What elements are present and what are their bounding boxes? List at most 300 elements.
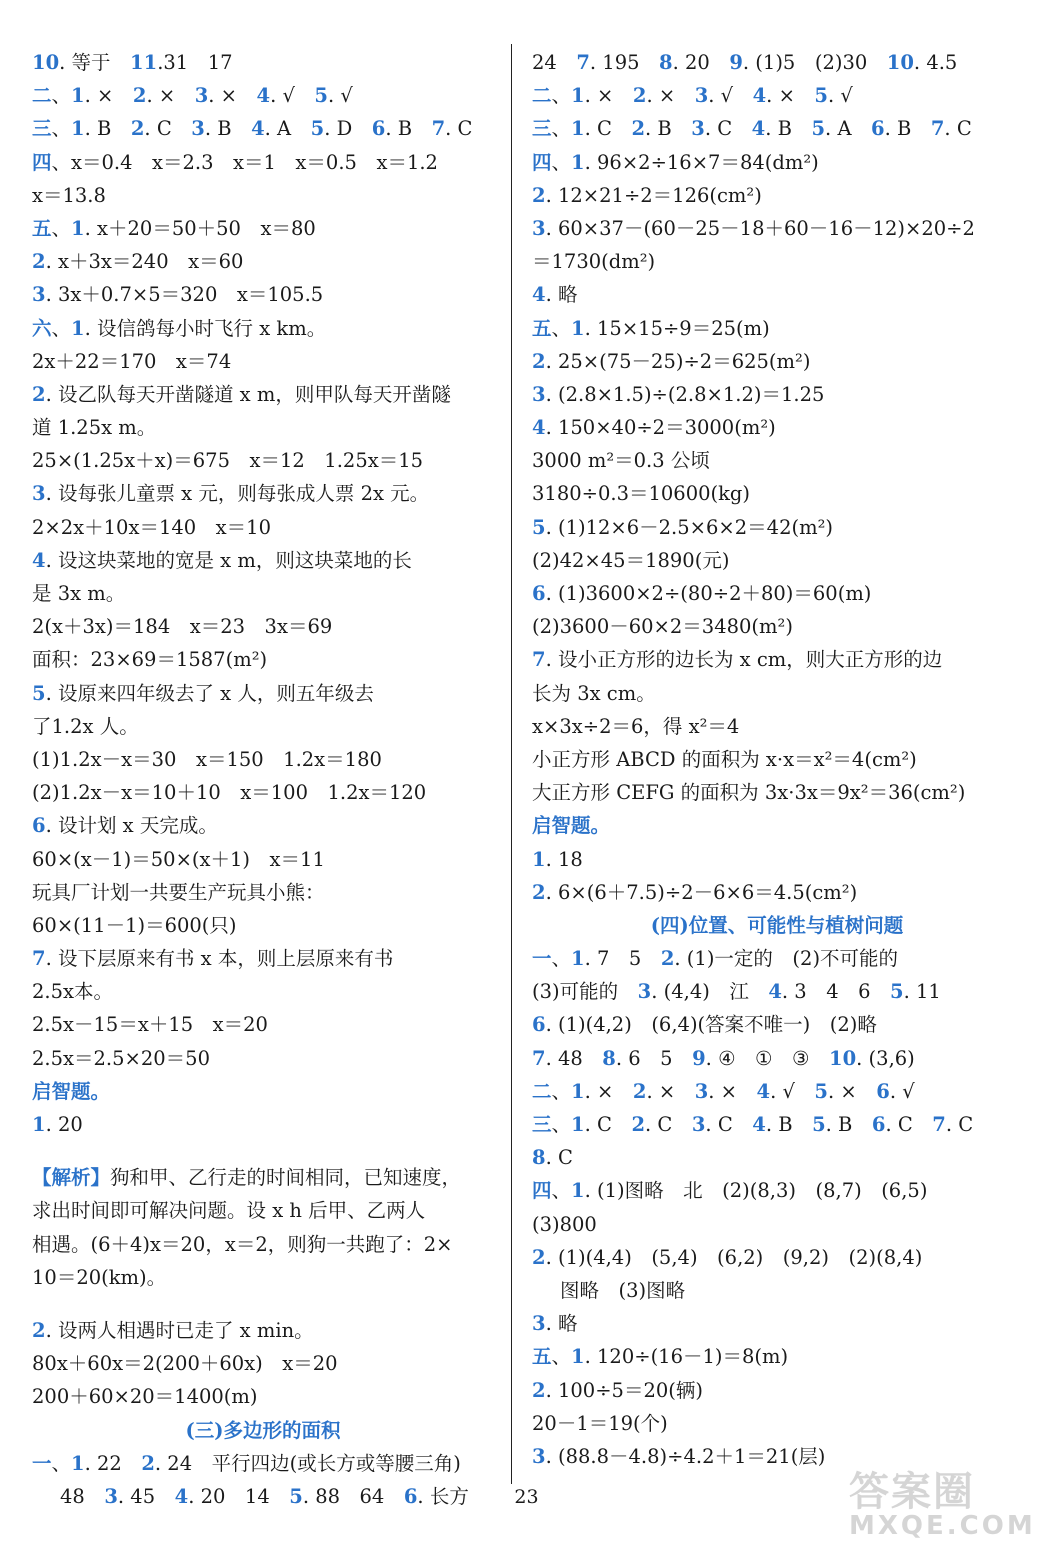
question-number: 启智题。 <box>32 1079 111 1103</box>
question-number: 1 <box>32 1113 46 1136</box>
answer-text: 80x＋60x＝2(200＋60x) x＝20 <box>32 1352 338 1376</box>
question-number: 五 <box>32 216 52 240</box>
right-line <box>532 743 1022 776</box>
left-line <box>32 544 494 577</box>
right-line <box>532 1407 1022 1440</box>
left-line <box>32 477 494 510</box>
left-line <box>32 1380 494 1413</box>
answer-text: 了1.2x 人。 <box>32 714 139 738</box>
question-number: 5 <box>32 681 46 705</box>
question-number: 2 <box>632 1079 647 1103</box>
answer-text: . C <box>705 1113 753 1136</box>
right-line <box>532 809 1022 842</box>
answer-text: . C <box>584 1113 632 1136</box>
answer-text: 200＋60×20＝1400(m) <box>32 1385 258 1409</box>
answer-text: . (88.8－4.8)÷4.2＋1＝21(层) <box>545 1444 826 1468</box>
question-number: 4 <box>32 548 46 572</box>
right-line <box>532 843 1022 876</box>
answer-text: 48 <box>60 1484 105 1508</box>
page-number: 23 <box>514 1486 539 1508</box>
answer-text: . 24 平行四边(或长方或等腰三角) <box>154 1451 461 1475</box>
answer-text: . × <box>84 84 133 108</box>
left-line <box>32 710 494 743</box>
left-line <box>32 1008 494 1041</box>
question-number: 4 <box>256 84 271 108</box>
right-line <box>532 1307 1022 1340</box>
question-number: 2 <box>532 349 546 373</box>
question-number: 2 <box>32 250 46 274</box>
left-line <box>32 876 494 909</box>
left-line <box>32 1108 494 1141</box>
question-number: 1 <box>571 1113 585 1136</box>
answer-text: . B <box>884 117 931 141</box>
answer-text: . C <box>945 1113 974 1136</box>
answer-text: . 6×(6＋7.5)÷2－6×6＝4.5(cm²) <box>545 880 858 904</box>
question-number: 4 <box>751 117 766 141</box>
answer-text: . √ <box>828 84 853 108</box>
left-line <box>32 312 494 345</box>
answer-text: (2)3600－60×2＝3480(m²) <box>532 615 793 639</box>
answer-text: . C <box>645 1113 692 1136</box>
right-line <box>532 876 1022 909</box>
answer-text: . 4.5 <box>913 51 958 74</box>
question-number: 3 <box>694 84 709 108</box>
answer-text: 玩具厂计划一共要生产玩具小熊： <box>32 880 325 904</box>
answer-text: . × <box>766 84 815 108</box>
question-number: 4 <box>768 980 782 1004</box>
answer-text: . (1)图略 北 (2)(8,3) (8,7) (6,5) <box>584 1179 928 1203</box>
left-line <box>32 79 494 112</box>
question-number: 7 <box>32 947 46 971</box>
answer-text: . 略 <box>545 283 578 307</box>
question-number: 7 <box>431 117 446 141</box>
question-number: 8 <box>659 51 673 74</box>
answer-text: . 22 <box>84 1451 142 1475</box>
answer-text: . √ <box>889 1079 915 1103</box>
question-number: 3 <box>532 1444 546 1468</box>
answer-text: . 100÷5＝20(辆) <box>545 1378 703 1402</box>
answer-text: . C <box>445 117 473 141</box>
left-line <box>32 975 494 1008</box>
left-line <box>32 1314 494 1347</box>
answer-text: 2.5x本。 <box>32 980 114 1004</box>
question-number: 6 <box>871 117 885 141</box>
question-number: 2 <box>631 117 646 141</box>
answer-text: . (3,6) <box>856 1046 915 1070</box>
question-number: 6 <box>876 1079 890 1103</box>
answer-text: . 3 4 6 <box>781 980 891 1004</box>
question-number: 4 <box>532 283 546 307</box>
answer-text: 25×(1.25x＋x)＝675 x＝12 1.25x＝15 <box>32 449 424 473</box>
answer-text: . C <box>584 117 632 141</box>
answer-text: . C <box>885 1113 933 1136</box>
right-line <box>532 1141 1022 1174</box>
answer-text: . 长方 <box>417 1484 469 1508</box>
watermark-bottom-text: MXQE.COM <box>849 1511 1036 1541</box>
question-number: 4 <box>251 117 265 141</box>
left-line <box>32 843 494 876</box>
answer-text: (三)多边形的面积 <box>185 1418 341 1442</box>
left-line <box>32 1261 494 1294</box>
answer-text: . × <box>146 84 195 108</box>
watermark-top-text: 答案圈 <box>849 1469 975 1515</box>
question-number: 五 <box>532 316 552 340</box>
answer-text: 狗和甲、乙行走的时间相同，已知速度， <box>110 1166 462 1190</box>
left-line <box>32 278 494 311</box>
answer-text: . C <box>545 1146 573 1170</box>
question-number: 5 <box>532 515 546 539</box>
right-line <box>532 1241 1022 1274</box>
question-number: 5 <box>310 117 325 141</box>
question-number: 1 <box>571 1079 585 1103</box>
answer-text: . √ <box>708 84 753 108</box>
answer-text: . C <box>944 117 972 141</box>
question-number: 8 <box>602 1046 616 1070</box>
question-number: 5 <box>811 117 826 141</box>
answer-text: . 150×40÷2＝3000(m²) <box>545 416 776 440</box>
answer-text: 60×(11－1)＝600(只) <box>32 913 237 937</box>
answer-text: . 48 <box>545 1046 603 1070</box>
question-number: 4 <box>752 84 767 108</box>
question-number: 2 <box>660 947 675 971</box>
answer-text: 3000 m²＝0.3 公顷 <box>532 449 710 473</box>
left-line <box>32 1447 494 1480</box>
right-section-heading <box>532 909 1022 942</box>
answer-text: 2.5x－15＝x＋15 x＝20 <box>32 1013 268 1037</box>
right-line <box>532 776 1022 809</box>
answer-text: . 设原来四年级去了 x 人，则五年级去 <box>45 681 374 705</box>
question-number: 7 <box>932 1113 946 1136</box>
left-line <box>32 1075 494 1108</box>
answer-text: . B <box>825 1113 872 1136</box>
answer-text: . B <box>204 117 252 141</box>
question-number: 7 <box>576 51 590 74</box>
answer-text: . 略 <box>545 1312 578 1336</box>
question-number: 2 <box>141 1451 155 1475</box>
answer-text: . 20 <box>672 51 730 74</box>
right-line <box>532 444 1022 477</box>
question-number: 2 <box>532 1245 546 1269</box>
question-number: 3 <box>691 1113 706 1136</box>
question-number: 4 <box>756 1079 771 1103</box>
answer-text: 2×2x＋10x＝140 x＝10 <box>32 515 271 539</box>
left-line <box>32 146 494 179</box>
right-line <box>532 212 1022 245</box>
right-line <box>532 975 1022 1008</box>
question-number: 6 <box>532 582 546 605</box>
right-line <box>532 1008 1022 1041</box>
question-number: 2 <box>130 117 145 141</box>
answer-text: 、 <box>51 1451 72 1475</box>
right-line <box>532 278 1022 311</box>
question-number: 3 <box>691 117 705 141</box>
answer-text: . 195 <box>589 51 660 74</box>
question-number: 2 <box>32 382 46 406</box>
answer-text: . 12×21÷2＝126(cm²) <box>545 183 762 207</box>
question-number: 6 <box>371 117 386 141</box>
answer-text: 24 <box>532 51 577 74</box>
left-line <box>32 1141 494 1161</box>
question-number: 5 <box>289 1484 303 1508</box>
answer-text: . 25×(75－25)÷2＝625(m²) <box>545 349 811 373</box>
right-line <box>532 245 1022 278</box>
question-number: 一 <box>32 1451 52 1475</box>
answer-text: 2.5x＝2.5×20＝50 <box>32 1046 210 1070</box>
answer-text: .31 17 <box>157 51 233 74</box>
question-number: 3 <box>191 117 205 141</box>
answer-text: . 6 5 <box>615 1046 693 1070</box>
answer-text: . (1)(4,2) (6,4)(答案不唯一) (2)略 <box>545 1013 877 1037</box>
left-line <box>32 1194 494 1227</box>
question-number: 4 <box>532 416 546 440</box>
question-number: 5 <box>812 1113 826 1136</box>
answer-text: 小正方形 ABCD 的面积为 x·x＝x²＝4(cm²) <box>532 747 917 771</box>
answer-text: . 60×37－(60－25－18＋60－16－12)×20÷2 <box>545 216 975 240</box>
question-number: 2 <box>632 84 647 108</box>
answer-text: 、 <box>551 84 572 108</box>
answer-text: . 设小正方形的边长为 x cm，则大正方形的边 <box>545 648 943 672</box>
watermark-logo <box>849 1460 1039 1541</box>
left-line <box>32 776 494 809</box>
right-line <box>532 1108 1022 1141</box>
left-line <box>32 444 494 477</box>
question-number: 6 <box>32 814 46 838</box>
answer-text: (3)可能的 <box>532 980 638 1004</box>
answer-text: 面积：23×69＝1587(m²) <box>32 648 268 672</box>
left-line <box>32 942 494 975</box>
answer-text: . √ <box>770 1079 815 1103</box>
left-line <box>32 112 494 145</box>
right-line <box>532 544 1022 577</box>
answer-text: . 设信鸽每小时飞行 x km。 <box>84 316 327 340</box>
answer-text: . × <box>646 1079 695 1103</box>
answer-text: 、 <box>51 117 72 141</box>
answer-text: . 设每张儿童票 x 元，则每张成人票 2x 元。 <box>45 482 430 506</box>
answer-text: (3)800 <box>532 1212 597 1236</box>
answer-text: . × <box>584 84 633 108</box>
question-number: 三 <box>532 117 552 141</box>
question-number: 四 <box>32 150 52 174</box>
answer-text: . 120÷(16－1)＝8(m) <box>584 1345 789 1369</box>
left-line <box>32 46 494 79</box>
answer-text: . B <box>84 117 131 141</box>
answer-text: . (1)12×6－2.5×6×2＝42(m²) <box>545 515 833 539</box>
question-number: 8 <box>532 1146 546 1170</box>
question-number: 3 <box>532 216 546 240</box>
answer-text: 、 <box>551 150 572 174</box>
answer-text: . 96×2÷16×7＝84(dm²) <box>584 150 819 174</box>
answer-text: ＝1730(dm²) <box>532 250 656 274</box>
answer-text: 、 <box>551 1113 572 1136</box>
left-line <box>32 909 494 942</box>
question-number: 二 <box>532 1079 552 1103</box>
question-number: 4 <box>752 1113 766 1136</box>
question-number: 2 <box>532 880 546 904</box>
right-line <box>532 1075 1022 1108</box>
right-line <box>532 1208 1022 1241</box>
question-number: 6 <box>403 1484 418 1508</box>
right-line <box>532 411 1022 444</box>
answer-text: . C <box>704 117 752 141</box>
column-divider <box>511 44 512 1484</box>
left-line <box>32 610 494 643</box>
left-line <box>32 511 494 544</box>
left-section-heading <box>32 1414 494 1447</box>
right-line <box>532 312 1022 345</box>
answer-text: . A <box>825 117 872 141</box>
question-number: 2 <box>532 1378 546 1402</box>
question-number: 7 <box>532 1046 546 1070</box>
question-number: 一 <box>532 947 552 971</box>
question-number: 四 <box>532 150 552 174</box>
question-number: 2 <box>132 84 147 108</box>
right-line <box>532 1174 1022 1207</box>
question-number: 3 <box>532 1312 546 1336</box>
answer-text: 道 1.25x m。 <box>32 416 157 440</box>
left-line <box>32 1042 494 1075</box>
right-column <box>532 46 1022 1473</box>
question-number: 9 <box>692 1046 706 1070</box>
question-number: 1 <box>71 216 85 240</box>
question-number: 1 <box>571 316 585 340</box>
answer-text: (2)42×45＝1890(元) <box>532 548 730 572</box>
answer-text: 大正方形 CEFG 的面积为 3x·3x＝9x²＝36(cm²) <box>532 781 966 805</box>
answer-text: . 设下层原来有书 x 本，则上层原来有书 <box>45 947 394 971</box>
question-number: 2 <box>532 183 546 207</box>
left-line <box>32 643 494 676</box>
answer-text: . (1)5 (2)30 <box>742 51 887 74</box>
answer-text: . ④ ① ③ <box>705 1046 830 1070</box>
left-line <box>32 809 494 842</box>
answer-text: 10＝20(km)。 <box>32 1265 167 1289</box>
answer-text: . 设两人相遇时已走了 x min。 <box>45 1318 314 1342</box>
question-number: 10 <box>829 1046 857 1070</box>
answer-text: . × <box>584 1079 633 1103</box>
question-number: 1 <box>71 84 85 108</box>
answer-text: . B <box>385 117 432 141</box>
question-number: 3 <box>104 1484 118 1508</box>
question-number: 【解析】 <box>32 1166 111 1190</box>
answer-text: . 18 <box>545 847 583 871</box>
left-line <box>32 1294 494 1314</box>
question-number: 11 <box>130 51 158 74</box>
answer-text: . × <box>708 1079 757 1103</box>
left-line <box>32 1347 494 1380</box>
left-line <box>32 1161 494 1194</box>
answer-text: . 设乙队每天开凿隧道 x m，则甲队每天开凿隧 <box>45 382 451 406</box>
answer-text: . × <box>208 84 257 108</box>
answer-text: 、 <box>551 1179 572 1203</box>
left-line <box>32 212 494 245</box>
right-line <box>532 112 1022 145</box>
answer-text: 2(x＋3x)＝184 x＝23 3x＝69 <box>32 615 333 639</box>
answer-text: 长为 3x cm。 <box>532 681 656 705</box>
left-line <box>32 577 494 610</box>
question-number: 5 <box>814 84 828 108</box>
answer-text: 20－1＝19(个) <box>532 1411 668 1435</box>
left-column <box>32 46 494 1513</box>
answer-text: . 设这块菜地的宽是 x m，则这块菜地的长 <box>45 548 412 572</box>
answer-text: . x＋20＝50＋50 x＝80 <box>84 216 316 240</box>
answer-text: 、x＝0.4 x＝2.3 x＝1 x＝0.5 x＝1.2 <box>51 150 438 174</box>
answer-text: . 15×15÷9＝25(m) <box>584 316 770 340</box>
answer-text: 2x＋22＝170 x＝74 <box>32 349 232 373</box>
answer-text: 、 <box>51 84 72 108</box>
answer-text: . × <box>828 1079 877 1103</box>
question-number: 1 <box>571 150 585 174</box>
left-line <box>32 345 494 378</box>
right-line <box>532 677 1022 710</box>
answer-text: . × <box>646 84 695 108</box>
question-number: 6 <box>871 1113 886 1136</box>
question-number: 二 <box>32 84 52 108</box>
answer-text: . x＋3x＝240 x＝60 <box>45 250 244 274</box>
question-number: 1 <box>571 1179 585 1203</box>
answer-text: . (2.8×1.5)÷(2.8×1.2)＝1.25 <box>545 382 825 406</box>
right-line <box>532 511 1022 544</box>
answer-text: . D <box>324 117 372 141</box>
question-number: 3 <box>32 482 46 506</box>
right-line <box>532 1274 1022 1307</box>
answer-text: . √ <box>328 84 353 108</box>
question-number: 10 <box>886 51 914 74</box>
left-line <box>32 245 494 278</box>
right-line <box>532 643 1022 676</box>
question-number: 1 <box>571 1345 585 1369</box>
left-line <box>32 743 494 776</box>
answer-text: (2)1.2x－x＝10＋10 x＝100 1.2x＝120 <box>32 781 427 805</box>
right-line <box>532 577 1022 610</box>
question-number: 四 <box>532 1179 552 1203</box>
answer-text: . B <box>765 1113 813 1136</box>
answer-text: . 20 <box>45 1113 83 1136</box>
answer-text: . 11 <box>903 980 941 1004</box>
question-number: 1 <box>571 117 585 141</box>
answer-text: . (1)一定的 (2)不可能的 <box>674 947 899 971</box>
question-number: 7 <box>930 117 945 141</box>
answer-text: 、 <box>51 316 72 340</box>
answer-text: . 88 64 <box>302 1484 404 1508</box>
question-number: 5 <box>314 84 328 108</box>
answer-text: . C <box>144 117 192 141</box>
answer-text: . (1)(4,4) (5,4) (6,2) (9,2) (2)(8,4) <box>545 1245 923 1269</box>
answer-text: . 7 5 <box>584 947 661 971</box>
left-line <box>32 179 494 212</box>
answer-text: 、 <box>551 316 572 340</box>
answer-text: 相遇。(6＋4)x＝20，x＝2，则狗一共跑了：2× <box>32 1232 453 1256</box>
question-number: 5 <box>814 1079 828 1103</box>
right-line <box>532 1340 1022 1373</box>
question-number: 3 <box>32 283 46 307</box>
question-number: 1 <box>532 847 546 871</box>
answer-text: . 等于 <box>59 51 131 74</box>
answer-text: 、 <box>551 1345 572 1369</box>
answer-text: . (4,4) 江 <box>651 980 769 1004</box>
question-number: 二 <box>532 84 552 108</box>
right-line <box>532 1374 1022 1407</box>
answer-text: . B <box>645 117 692 141</box>
question-number: 7 <box>532 648 546 672</box>
answer-text: . 20 14 <box>188 1484 290 1508</box>
answer-text: (1)1.2x－x＝30 x＝150 1.2x＝180 <box>32 747 382 771</box>
answer-text: . (1)3600×2÷(80÷2＋80)＝60(m) <box>545 582 872 605</box>
answer-text: 是 3x m。 <box>32 582 126 605</box>
right-line <box>532 610 1022 643</box>
question-number: 3 <box>694 1079 709 1103</box>
left-line <box>32 1228 494 1261</box>
answer-text: . A <box>264 117 311 141</box>
right-line <box>532 477 1022 510</box>
